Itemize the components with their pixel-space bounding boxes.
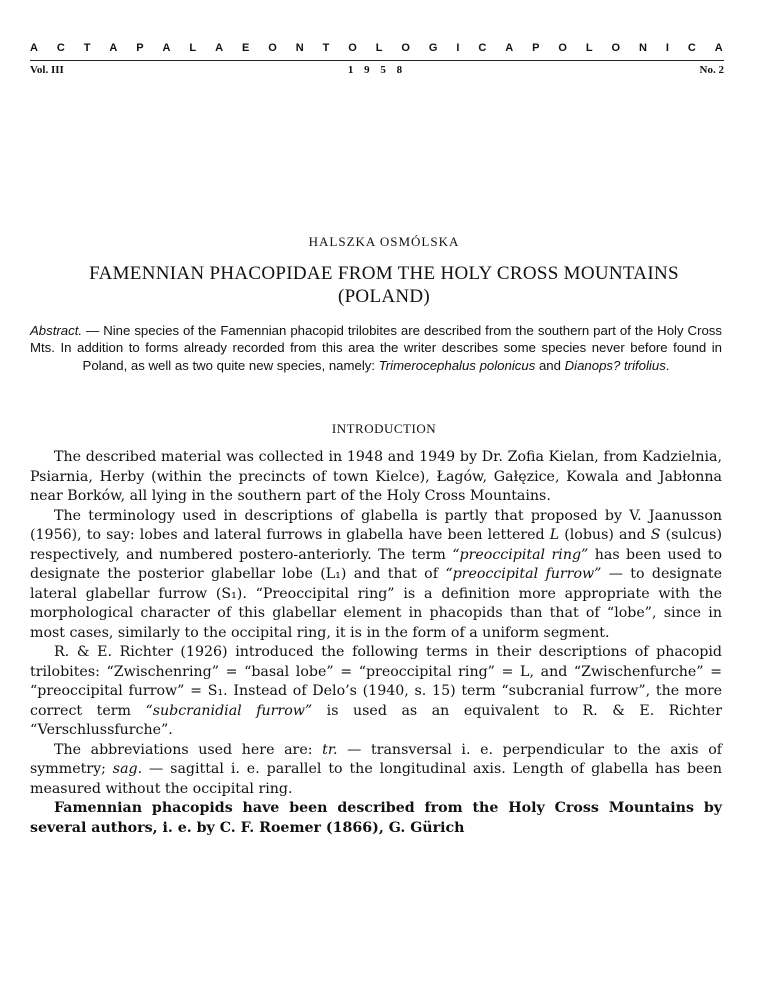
journal-letter: I bbox=[456, 42, 461, 54]
journal-letter: N bbox=[638, 42, 648, 54]
text-run: R. & E. Richter (1926) introduced the following terms in their descriptions of phacopid trilobites: “Zwischenring” = “basal lobe” = “preoccipital ring” = L, and “Zwischenfurche” = “preoccipital furrow” = S₁. Instead of Delo’s (1940, s. 15) term “subcranial furrow”, the more correct term bbox=[30, 644, 722, 719]
title-line: FAMENNIAN PHACOPIDAE FROM THE HOLY CROSS MOUNTAINS bbox=[89, 263, 679, 284]
journal-letter: O bbox=[558, 42, 568, 54]
article-title bbox=[0, 262, 768, 308]
journal-letter: E bbox=[241, 42, 251, 54]
abstract-text: — Nine species of the Famennian phacopid trilobites are described from the southern part of the Holy Cross Mts. In addition to forms already recorded from this area the writer describes some species never before found in Poland, as well as two quite new species, namely: bbox=[30, 323, 722, 373]
year-label: 1 9 5 8 bbox=[347, 64, 407, 76]
author-name: HALSZKA OSMÓLSKA bbox=[308, 234, 460, 249]
text-run: L bbox=[549, 527, 560, 543]
species-name: Dianops? trifolius bbox=[564, 357, 666, 373]
text-run: (sulcus) respectively, and numbered postero-anteriorly. The term bbox=[30, 527, 722, 563]
journal-letter: O bbox=[401, 42, 411, 54]
text-run: sag. bbox=[112, 761, 143, 777]
journal-letter: L bbox=[375, 42, 384, 54]
journal-letter: N bbox=[295, 42, 305, 54]
journal-letter: G bbox=[428, 42, 439, 54]
section-heading: INTRODUCTION bbox=[331, 421, 437, 436]
text-run: The abbreviations used here are: bbox=[54, 741, 323, 758]
text-run: “subcranidial furrow” bbox=[145, 702, 313, 719]
text-run: — transversal i. e. perpendicular to the axis of symmetry; bbox=[30, 741, 722, 777]
journal-letter: L bbox=[585, 42, 594, 54]
journal-letter: A bbox=[714, 42, 724, 54]
journal-letter: T bbox=[322, 42, 331, 54]
text-run: The terminology used in descriptions of glabella is partly that proposed by V. Jaanusson (1956), to say: lobes and lateral furrows in glabella have been lettered bbox=[30, 507, 722, 543]
text-run: — sagittal i. e. parallel to the longitudinal axis. Length of glabella has been measured without the occipital ring. bbox=[30, 761, 722, 797]
journal-letter: A bbox=[215, 42, 225, 54]
journal-letter: C bbox=[687, 42, 697, 54]
journal-letter: A bbox=[30, 42, 39, 54]
journal-letter: O bbox=[348, 42, 358, 54]
text-run: is used as an equivalent to R. & E. Richter “Verschlussfurche”. bbox=[30, 702, 722, 738]
journal-letter: P bbox=[532, 42, 541, 54]
volume-label: Vol. III bbox=[30, 64, 64, 76]
abstract-label: Abstract. bbox=[30, 323, 83, 338]
journal-letter: T bbox=[83, 42, 92, 54]
issue-number: No. 2 bbox=[699, 64, 724, 76]
journal-letter: L bbox=[189, 42, 198, 54]
journal-letter: C bbox=[478, 42, 488, 54]
journal-letter: O bbox=[611, 42, 622, 54]
paragraph: The described material was collected in 1948 and 1949 by Dr. Zofia Kielan, from Kadzielnia, Psiarnia, Herby (within the precincts of town Kielce), Łagów, Gałęzice, Kowala and Jabłonna near Borków, all lying in the southern part of the Holy Cross Mountains. bbox=[30, 449, 722, 504]
paragraph bbox=[30, 741, 722, 800]
species-name: Trimerocephalus polonicus bbox=[378, 357, 536, 373]
journal-letter: I bbox=[665, 42, 670, 54]
journal-letter: A bbox=[505, 42, 515, 54]
paragraph bbox=[30, 507, 722, 644]
text-run: (lobus) and bbox=[559, 527, 651, 543]
journal-letter: A bbox=[162, 42, 172, 54]
abstract-text: and bbox=[535, 357, 565, 373]
journal-letter: A bbox=[109, 42, 119, 54]
journal-letter: P bbox=[136, 42, 145, 54]
body-text bbox=[30, 448, 722, 838]
journal-letter: O bbox=[268, 42, 278, 54]
paragraph: Famennian phacopids have been described from the Holy Cross Mountains by several authors, i. e. by C. F. Roemer (1866), G. Gürich bbox=[30, 800, 722, 836]
journal-name bbox=[30, 42, 724, 54]
abstract bbox=[30, 322, 722, 374]
text-run: has been used to designate the posterior glabellar lobe (L₁) and that of bbox=[30, 546, 722, 582]
text-run: “preoccipital ring” bbox=[452, 546, 589, 563]
paragraph bbox=[30, 643, 722, 741]
header-rule bbox=[30, 60, 724, 61]
text-run: S bbox=[650, 527, 661, 543]
title-line: (POLAND) bbox=[337, 286, 431, 307]
journal-letter: C bbox=[56, 42, 66, 54]
text-run: tr. bbox=[322, 741, 338, 758]
abstract-text: . bbox=[665, 357, 670, 373]
text-run: “preoccipital furrow” bbox=[445, 566, 602, 582]
text-run: — to designate lateral glabellar furrow (S₁). “Preoccipital ring” is a definition more appropriate with the morphological character of this glabellar element in phacopids than that of “lobe”, since in most cases, similarly to the occipital ring, it is in the form of a uniform segment. bbox=[30, 566, 722, 641]
